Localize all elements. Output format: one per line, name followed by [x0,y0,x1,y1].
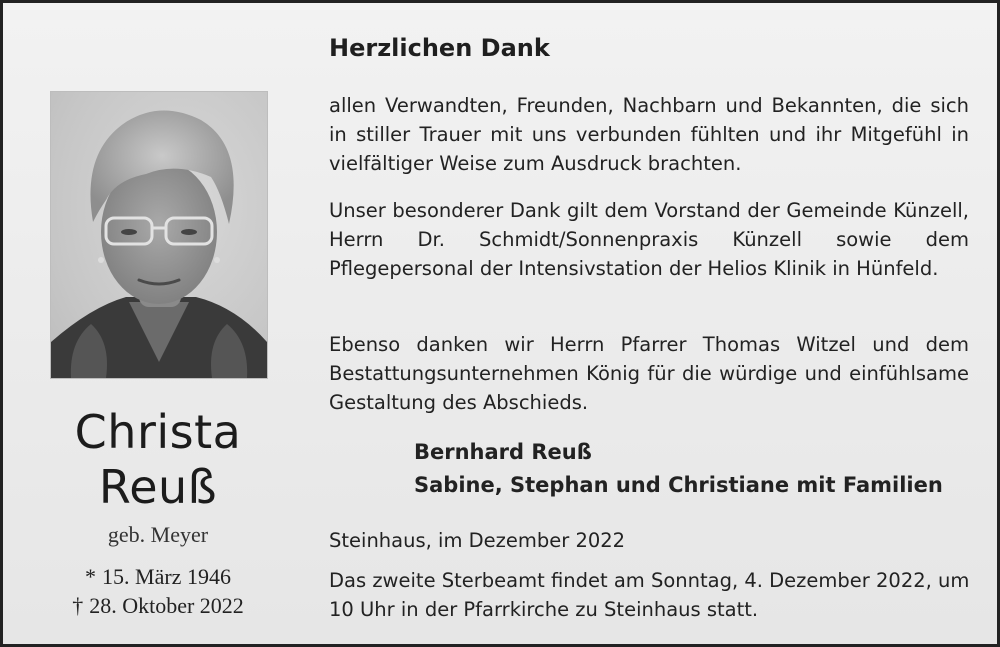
thanks-paragraph-2: Unser besonderer Dank gilt dem Vorstand der Gemeinde Künzell, Herrn Dr. Schmidt/Sonnenpraxis Künzell sowie dem Pflegepersonal der Intensivstation der Helios Klinik in Hünfeld. [329,199,969,280]
maiden-name: geb. Meyer [107,522,209,547]
birth-date-line [43,564,273,590]
birth-symbol: * [85,564,97,589]
place-and-date: Steinhaus, im Dezember 2022 [329,529,626,552]
death-date: 28. Oktober 2022 [89,593,244,618]
death-cross-symbol: † [72,593,84,618]
death-date-line [43,593,273,619]
signature-line-2: Sabine, Stephan und Christiane mit Familien [414,473,943,497]
service-note: Das zweite Sterbeamt findet am Sonntag, 4. Dezember 2022, um 10 Uhr in der Pfarrkirche zu Steinhaus statt. [329,569,970,621]
portrait-photo [50,91,268,379]
deceased-first-name: Christa [74,405,242,459]
signature-line-1: Bernhard Reuß [414,440,592,464]
thanks-paragraph-3: Ebenso danken wir Herrn Pfarrer Thomas Witzel und dem Bestattungsunternehmen König für die würdige und einfühlsame Gestaltung des Abschieds. [329,333,969,414]
thanks-heading: Herzlichen Dank [329,34,550,62]
deceased-last-name: Reuß [98,460,218,514]
thanks-paragraph-1: allen Verwandten, Freunden, Nachbarn und Bekannten, die sich in stiller Trauer mit uns verbunden fühlten und ihr Mitgefühl in vielfältiger Weise zum Ausdruck brachten. [329,94,969,175]
birth-date: 15. März 1946 [102,564,231,589]
portrait-illustration [51,92,267,378]
